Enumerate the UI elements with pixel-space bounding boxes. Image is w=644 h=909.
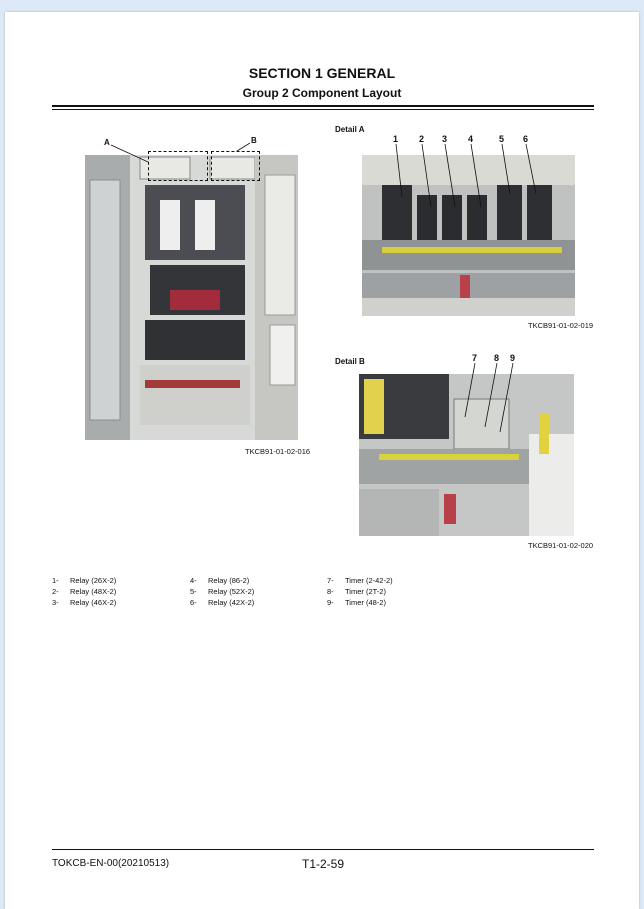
page-number: T1-2-59 <box>302 857 345 871</box>
doc-code: TOKCB-EN-00(20210513) <box>52 858 170 869</box>
callout-5: 5 <box>499 134 505 144</box>
callout-7: 7 <box>472 353 478 363</box>
callout-a: A <box>104 138 110 147</box>
callout-8: 8 <box>494 353 500 363</box>
legend-item: 7- Timer (2-42-2) <box>327 576 393 585</box>
callout-b: B <box>251 136 257 145</box>
callout-1: 1 <box>393 134 399 144</box>
detail-a-label: Detail A <box>335 125 365 134</box>
callout-6: 6 <box>523 134 529 144</box>
group-title: Group 2 Component Layout <box>242 86 402 100</box>
section-title: SECTION 1 GENERAL <box>248 65 396 81</box>
legend-item: 1- Relay (26X-2) <box>52 576 117 585</box>
footer-rule <box>52 849 594 850</box>
detail-leader-lines <box>5 12 639 572</box>
legend-item: 2- Relay (48X-2) <box>52 587 117 596</box>
legend-item: 4- Relay (86-2) <box>190 576 250 585</box>
legend-item: 9- Timer (48-2) <box>327 598 386 607</box>
detail-b-label: Detail B <box>335 357 365 366</box>
callout-4: 4 <box>468 134 474 144</box>
legend-col-1 <box>52 575 116 608</box>
legend-item: 5- Relay (52X-2) <box>190 587 255 596</box>
document-page <box>5 12 639 909</box>
callout-3: 3 <box>442 134 448 144</box>
legend-item: 6- Relay (42X-2) <box>190 598 255 607</box>
legend-item: 8- Timer (2T-2) <box>327 587 386 596</box>
callout-2: 2 <box>419 134 425 144</box>
main-figure-caption: TKCB91-01-02-016 <box>245 447 311 456</box>
legend-item: 3- Relay (46X-2) <box>52 598 117 607</box>
callout-9: 9 <box>510 353 516 363</box>
detail-b-caption: TKCB91-01-02-020 <box>528 541 594 550</box>
legend-col-3 <box>327 575 393 608</box>
legend-col-2 <box>190 575 254 608</box>
detail-a-caption: TKCB91-01-02-019 <box>528 321 594 330</box>
